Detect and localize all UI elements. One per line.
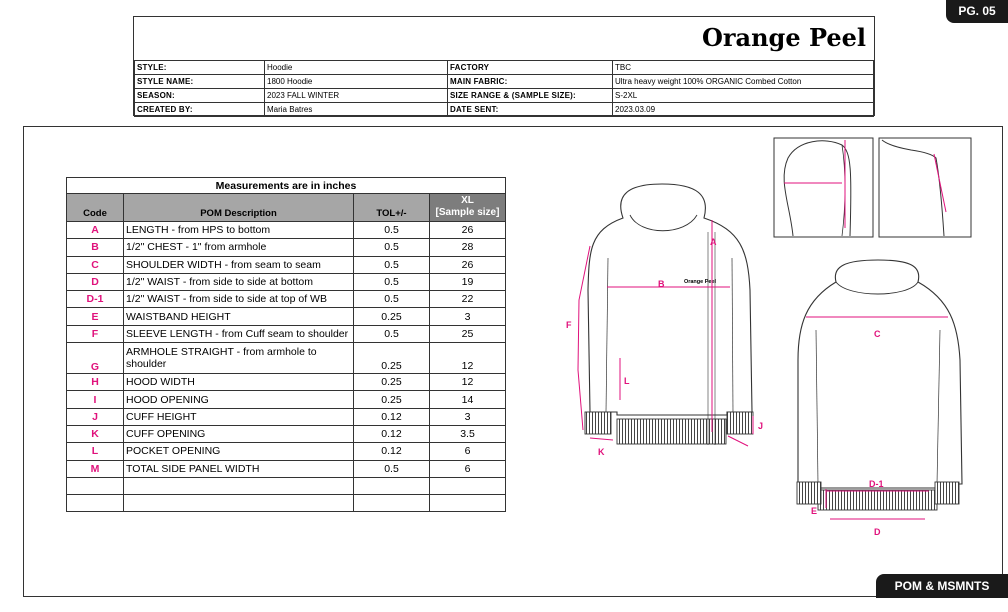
pom-tolerance: 0.25 bbox=[354, 308, 430, 325]
pom-xl-value: 28 bbox=[430, 239, 506, 256]
pom-code: H bbox=[67, 374, 124, 391]
svg-text:B: B bbox=[658, 279, 665, 289]
created-by-value: Maria Batres bbox=[265, 103, 448, 117]
pom-tolerance: 0.25 bbox=[354, 374, 430, 391]
pom-tolerance: 0.5 bbox=[354, 273, 430, 290]
pom-tolerance: 0.5 bbox=[354, 291, 430, 308]
style-name-value: 1800 Hoodie bbox=[265, 75, 448, 89]
hoodie-back-sketch bbox=[797, 260, 962, 537]
season-label: SEASON: bbox=[135, 89, 265, 103]
pom-code: K bbox=[67, 425, 124, 442]
pom-code: F bbox=[67, 325, 124, 342]
size-range-value: S-2XL bbox=[613, 89, 874, 103]
pom-code: J bbox=[67, 408, 124, 425]
svg-text:D-1: D-1 bbox=[869, 479, 884, 489]
pom-description: HOOD WIDTH bbox=[124, 374, 354, 391]
pom-xl-value: 6 bbox=[430, 460, 506, 477]
pom-tolerance: 0.5 bbox=[354, 222, 430, 239]
pom-code: G bbox=[67, 343, 124, 374]
pom-xl-value: 6 bbox=[430, 443, 506, 460]
svg-text:F: F bbox=[566, 320, 572, 330]
chest-print-text: Orange Peel bbox=[683, 279, 717, 285]
svg-text:J: J bbox=[758, 421, 764, 431]
col-description: POM Description bbox=[124, 194, 354, 222]
pom-xl-value: 3 bbox=[430, 308, 506, 325]
pom-code: B bbox=[67, 239, 124, 256]
pom-code: D bbox=[67, 273, 124, 290]
svg-text:D: D bbox=[874, 527, 881, 537]
pom-xl-value: 22 bbox=[430, 291, 506, 308]
pom-description: 1/2" WAIST - from side to side at bottom bbox=[124, 273, 354, 290]
armhole-detail-sketch bbox=[879, 138, 971, 237]
svg-text:K: K bbox=[598, 447, 605, 457]
measurements-caption: Measurements are in inches bbox=[67, 178, 506, 194]
hoodie-front-sketch bbox=[566, 184, 763, 457]
pom-description: WAISTBAND HEIGHT bbox=[124, 308, 354, 325]
pom-code: E bbox=[67, 308, 124, 325]
pom-description: SLEEVE LENGTH - from Cuff seam to shoulder bbox=[124, 325, 354, 342]
col-tolerance: TOL+/- bbox=[354, 194, 430, 222]
pom-code: L bbox=[67, 443, 124, 460]
pom-description: 1/2" WAIST - from side to side at top of WB bbox=[124, 291, 354, 308]
factory-value: TBC bbox=[613, 61, 874, 75]
date-sent-label: DATE SENT: bbox=[448, 103, 613, 117]
pom-tolerance: 0.5 bbox=[354, 256, 430, 273]
pom-description: CUFF HEIGHT bbox=[124, 408, 354, 425]
pom-xl-value: 12 bbox=[430, 343, 506, 374]
pom-description: 1/2" CHEST - 1" from armhole bbox=[124, 239, 354, 256]
pom-description: SHOULDER WIDTH - from seam to seam bbox=[124, 256, 354, 273]
pom-code: D-1 bbox=[67, 291, 124, 308]
pom-tolerance: 0.5 bbox=[354, 239, 430, 256]
svg-text:C: C bbox=[874, 329, 881, 339]
pom-code: A bbox=[67, 222, 124, 239]
pom-tolerance: 0.25 bbox=[354, 343, 430, 374]
pom-tolerance: 0.12 bbox=[354, 425, 430, 442]
size-range-label: SIZE RANGE & (SAMPLE SIZE): bbox=[448, 89, 613, 103]
pom-description: HOOD OPENING bbox=[124, 391, 354, 408]
pom-xl-value: 3.5 bbox=[430, 425, 506, 442]
pom-code: C bbox=[67, 256, 124, 273]
hood-detail-sketch bbox=[774, 138, 873, 237]
factory-label: FACTORY bbox=[448, 61, 613, 75]
svg-text:A: A bbox=[710, 237, 717, 247]
pom-code: M bbox=[67, 460, 124, 477]
style-label: STYLE: bbox=[135, 61, 265, 75]
season-value: 2023 FALL WINTER bbox=[265, 89, 448, 103]
page-number-badge: PG. 05 bbox=[946, 0, 1008, 23]
section-label: POM & MSMNTS bbox=[876, 574, 1008, 598]
style-name-label: STYLE NAME: bbox=[135, 75, 265, 89]
svg-text:L: L bbox=[624, 376, 630, 386]
pom-tolerance: 0.25 bbox=[354, 391, 430, 408]
pom-xl-value: 3 bbox=[430, 408, 506, 425]
pom-description: POCKET OPENING bbox=[124, 443, 354, 460]
date-sent-value: 2023.03.09 bbox=[613, 103, 874, 117]
main-fabric-label: MAIN FABRIC: bbox=[448, 75, 613, 89]
brand-title: Orange Peel bbox=[701, 23, 866, 52]
pom-description: LENGTH - from HPS to bottom bbox=[124, 222, 354, 239]
pom-tolerance: 0.12 bbox=[354, 408, 430, 425]
main-fabric-value: Ultra heavy weight 100% ORGANIC Combed Cotton bbox=[613, 75, 874, 89]
pom-tolerance: 0.12 bbox=[354, 443, 430, 460]
pom-description: TOTAL SIDE PANEL WIDTH bbox=[124, 460, 354, 477]
col-size-label: XL bbox=[461, 194, 474, 206]
pom-tolerance: 0.5 bbox=[354, 460, 430, 477]
col-size-note: [Sample size] bbox=[435, 206, 500, 218]
svg-text:E: E bbox=[811, 506, 818, 516]
pom-tolerance: 0.5 bbox=[354, 325, 430, 342]
pom-xl-value: 19 bbox=[430, 273, 506, 290]
pom-xl-value: 12 bbox=[430, 374, 506, 391]
style-value: Hoodie bbox=[265, 61, 448, 75]
pom-description: ARMHOLE STRAIGHT - from armhole to shoulder bbox=[124, 343, 354, 374]
col-code: Code bbox=[67, 194, 124, 222]
created-by-label: CREATED BY: bbox=[135, 103, 265, 117]
pom-xl-value: 25 bbox=[430, 325, 506, 342]
pom-xl-value: 14 bbox=[430, 391, 506, 408]
pom-code: I bbox=[67, 391, 124, 408]
pom-description: CUFF OPENING bbox=[124, 425, 354, 442]
pom-xl-value: 26 bbox=[430, 222, 506, 239]
pom-xl-value: 26 bbox=[430, 256, 506, 273]
